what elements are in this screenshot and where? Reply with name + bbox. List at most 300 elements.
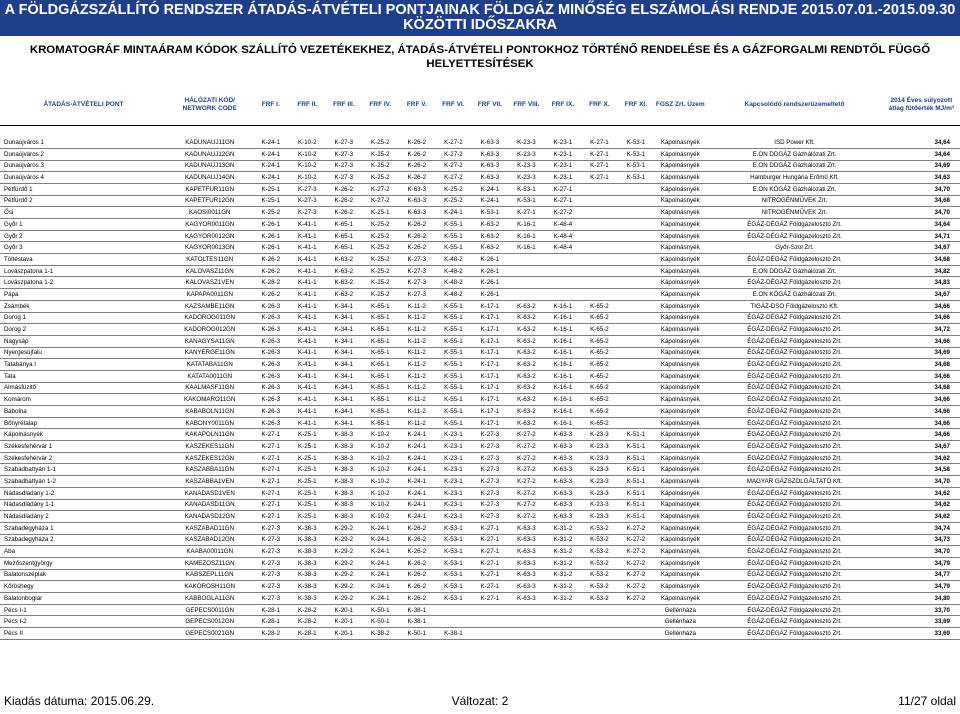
cell-heating-value: 34,62 bbox=[883, 499, 960, 511]
cell-network-code: KANAGYSA11GN bbox=[167, 335, 253, 347]
cell-frf-code bbox=[618, 324, 655, 336]
cell-frf-code: K-28-1 bbox=[253, 616, 290, 628]
cell-frf-code: K-34-1 bbox=[326, 335, 363, 347]
cell-frf-code: K-65-2 bbox=[581, 312, 618, 324]
cell-frf-code: K-10-2 bbox=[362, 476, 399, 488]
cell-frf-code: K-27-3 bbox=[399, 265, 436, 277]
cell-fgsz-plant: Kápolnásnyék bbox=[654, 335, 706, 347]
cell-frf-code: K-53-1 bbox=[618, 148, 655, 160]
cell-frf-code: K-63-3 bbox=[508, 534, 545, 546]
cell-frf-code: K-28-2 bbox=[253, 628, 290, 640]
cell-frf-code bbox=[508, 265, 545, 277]
cell-frf-code: K-63-3 bbox=[545, 487, 582, 499]
cell-frf-code: K-27-2 bbox=[508, 487, 545, 499]
table-row bbox=[0, 546, 960, 558]
cell-frf-code: K-65-1 bbox=[326, 230, 363, 242]
cell-frf-code: K-63-2 bbox=[508, 359, 545, 371]
cell-fgsz-plant: Kápolnásnyék bbox=[654, 499, 706, 511]
cell-system-operator: ÉGÁZ-DÉGÁZ Földgázelosztó Zrt. bbox=[706, 534, 882, 546]
cell-frf-code: K-27-3 bbox=[253, 581, 290, 593]
cell-heating-value: 34,67 bbox=[883, 289, 960, 301]
cell-frf-code: K-27-1 bbox=[253, 487, 290, 499]
cell-heating-value: 34,69 bbox=[883, 347, 960, 359]
cell-fgsz-plant: Kápolnásnyék bbox=[654, 160, 706, 172]
cell-network-code: KADOROG012GN bbox=[167, 324, 253, 336]
cell-frf-code: K-11-2 bbox=[399, 382, 436, 394]
cell-frf-code bbox=[581, 183, 618, 195]
cell-system-operator: ÉGÁZ-DÉGÁZ Földgázelosztó Zrt. bbox=[706, 230, 882, 242]
cell-frf-code: K-41-1 bbox=[289, 382, 326, 394]
cell-frf-code: K-11-2 bbox=[399, 312, 436, 324]
cell-fgsz-plant: Kápolnásnyék bbox=[654, 254, 706, 266]
cell-frf-code: K-25-2 bbox=[362, 160, 399, 172]
cell-frf-code bbox=[618, 265, 655, 277]
cell-point-name: Zsámbék bbox=[0, 300, 167, 312]
cell-system-operator: TIGÁZ-DSO Földgázelosztó Kft. bbox=[706, 300, 882, 312]
cell-frf-code: K-63-3 bbox=[545, 511, 582, 523]
cell-frf-code: K-26-1 bbox=[253, 219, 290, 231]
cell-frf-code: K-48-2 bbox=[435, 277, 472, 289]
cell-frf-code: K-16-1 bbox=[545, 394, 582, 406]
cell-frf-code: K-41-1 bbox=[289, 417, 326, 429]
cell-frf-code: K-51-1 bbox=[618, 464, 655, 476]
cell-frf-code: K-17-1 bbox=[472, 324, 509, 336]
cell-frf-code: K-26-3 bbox=[253, 312, 290, 324]
cell-frf-code: K-55-1 bbox=[435, 219, 472, 231]
cell-frf-code: K-16-1 bbox=[545, 347, 582, 359]
cell-frf-code: K-34-1 bbox=[326, 370, 363, 382]
cell-frf-code: K-10-2 bbox=[289, 172, 326, 184]
cell-frf-code: K-65-2 bbox=[581, 300, 618, 312]
cell-frf-code: K-10-2 bbox=[289, 160, 326, 172]
cell-frf-code: K-27-2 bbox=[508, 511, 545, 523]
cell-system-operator: Hamburger Hungária Erőmű Kft. bbox=[706, 172, 882, 184]
col-header-frf2: FRF II. bbox=[289, 85, 326, 125]
cell-frf-code: K-24-1 bbox=[399, 511, 436, 523]
cell-frf-code: K-24-1 bbox=[435, 207, 472, 219]
cell-frf-code bbox=[508, 628, 545, 640]
cell-system-operator: ÉGÁZ-DÉGÁZ Földgázelosztó Zrt. bbox=[706, 581, 882, 593]
cell-fgsz-plant: Kápolnásnyék bbox=[654, 487, 706, 499]
cell-frf-code: K-27-3 bbox=[472, 429, 509, 441]
table-row bbox=[0, 242, 960, 254]
cell-frf-code: K-53-1 bbox=[508, 183, 545, 195]
cell-frf-code bbox=[581, 265, 618, 277]
cell-frf-code: K-26-2 bbox=[399, 534, 436, 546]
cell-frf-code bbox=[581, 604, 618, 616]
cell-frf-code: K-27-3 bbox=[472, 476, 509, 488]
cell-frf-code: K-25-1 bbox=[253, 183, 290, 195]
cell-frf-code: K-41-1 bbox=[289, 277, 326, 289]
cell-frf-code: K-63-2 bbox=[508, 417, 545, 429]
cell-frf-code: K-24-1 bbox=[399, 452, 436, 464]
cell-frf-code: K-26-2 bbox=[326, 183, 363, 195]
cell-frf-code: K-17-1 bbox=[472, 370, 509, 382]
cell-frf-code: K-26-3 bbox=[253, 417, 290, 429]
table-row bbox=[0, 370, 960, 382]
cell-frf-code: K-65-2 bbox=[581, 347, 618, 359]
cell-heating-value: 34,64 bbox=[883, 148, 960, 160]
cell-fgsz-plant: Kápolnásnyék bbox=[654, 557, 706, 569]
cell-frf-code: K-16-1 bbox=[545, 406, 582, 418]
cell-system-operator: ÉGÁZ-DÉGÁZ Földgázelosztó Zrt. bbox=[706, 417, 882, 429]
cell-frf-code: K-63-3 bbox=[508, 557, 545, 569]
cell-frf-code: K-23-1 bbox=[435, 499, 472, 511]
cell-frf-code: K-29-2 bbox=[326, 569, 363, 581]
cell-frf-code: K-10-2 bbox=[362, 511, 399, 523]
cell-system-operator: Győr-Szol Zrt. bbox=[706, 242, 882, 254]
cell-frf-code: K-26-1 bbox=[472, 289, 509, 301]
cell-point-name: Dunaújváros 1 bbox=[0, 137, 167, 149]
cell-fgsz-plant: Kápolnásnyék bbox=[654, 219, 706, 231]
col-header-frf11: FRF XI. bbox=[618, 85, 655, 125]
cell-frf-code: K-10-2 bbox=[362, 452, 399, 464]
cell-frf-code: K-25-2 bbox=[362, 277, 399, 289]
cell-system-operator: ÉGÁZ-DÉGÁZ Földgázelosztó Zrt. bbox=[706, 324, 882, 336]
cell-frf-code: K-38-3 bbox=[326, 441, 363, 453]
table-row bbox=[0, 417, 960, 429]
cell-frf-code: K-53-1 bbox=[435, 593, 472, 605]
cell-frf-code bbox=[508, 604, 545, 616]
cell-frf-code: K-26-2 bbox=[399, 242, 436, 254]
cell-network-code: KASZABAD11GN bbox=[167, 522, 253, 534]
cell-network-code: KALOVASZ1VEN bbox=[167, 277, 253, 289]
cell-frf-code: K-55-1 bbox=[435, 406, 472, 418]
cell-frf-code: K-63-2 bbox=[508, 324, 545, 336]
cell-frf-code: K-63-3 bbox=[508, 569, 545, 581]
table-row bbox=[0, 148, 960, 160]
cell-system-operator: E.ON KÖGÁZ Gázhálózati Zrt. bbox=[706, 183, 882, 195]
cell-frf-code bbox=[581, 289, 618, 301]
cell-point-name: Pécs I-1 bbox=[0, 604, 167, 616]
cell-frf-code: K-53-1 bbox=[435, 557, 472, 569]
cell-frf-code: K-23-3 bbox=[508, 148, 545, 160]
col-header-system: Kapcsolódó rendszerüzemeltető bbox=[706, 85, 882, 125]
cell-frf-code: K-26-3 bbox=[253, 406, 290, 418]
cell-frf-code: K-17-1 bbox=[472, 394, 509, 406]
cell-frf-code: K-27-1 bbox=[545, 183, 582, 195]
cell-frf-code: K-63-3 bbox=[472, 148, 509, 160]
cell-frf-code: K-34-1 bbox=[326, 324, 363, 336]
cell-heating-value: 34,68 bbox=[883, 254, 960, 266]
cell-frf-code: K-51-1 bbox=[618, 476, 655, 488]
cell-frf-code: K-26-1 bbox=[253, 230, 290, 242]
cell-frf-code: K-53-2 bbox=[581, 581, 618, 593]
cell-frf-code bbox=[618, 417, 655, 429]
cell-frf-code: K-38-3 bbox=[289, 534, 326, 546]
cell-frf-code: K-11-2 bbox=[399, 347, 436, 359]
cell-frf-code: K-10-2 bbox=[289, 148, 326, 160]
cell-frf-code: K-27-3 bbox=[289, 183, 326, 195]
cell-frf-code: K-63-2 bbox=[508, 370, 545, 382]
table-row bbox=[0, 300, 960, 312]
cell-frf-code: K-38-3 bbox=[289, 593, 326, 605]
cell-heating-value: 34,70 bbox=[883, 183, 960, 195]
table-row bbox=[0, 230, 960, 242]
cell-network-code: KAKAPOLN11GN bbox=[167, 429, 253, 441]
cell-system-operator: ÉGÁZ-DÉGÁZ Földgázelosztó Zrt. bbox=[706, 487, 882, 499]
table-row bbox=[0, 335, 960, 347]
cell-fgsz-plant: Kápolnásnyék bbox=[654, 382, 706, 394]
cell-point-name: Dorog 1 bbox=[0, 312, 167, 324]
cell-frf-code: K-27-3 bbox=[253, 569, 290, 581]
col-header-fgsz: FGSZ Zrt. Üzem bbox=[654, 85, 706, 125]
cell-point-name: Tata bbox=[0, 370, 167, 382]
table-row bbox=[0, 406, 960, 418]
cell-frf-code: K-53-1 bbox=[435, 569, 472, 581]
cell-frf-code: K-53-1 bbox=[435, 522, 472, 534]
cell-frf-code: K-16-1 bbox=[545, 359, 582, 371]
table-row bbox=[0, 289, 960, 301]
cell-frf-code bbox=[545, 616, 582, 628]
cell-frf-code: K-27-3 bbox=[326, 148, 363, 160]
cell-heating-value: 33,69 bbox=[883, 628, 960, 640]
cell-network-code: KAPETFUR11GN bbox=[167, 183, 253, 195]
cell-frf-code: K-38-3 bbox=[289, 569, 326, 581]
cell-fgsz-plant: Kápolnásnyék bbox=[654, 195, 706, 207]
cell-frf-code bbox=[545, 265, 582, 277]
cell-frf-code: K-65-2 bbox=[581, 417, 618, 429]
cell-frf-code: K-25-2 bbox=[435, 183, 472, 195]
cell-point-name: Székesfehérvár 2 bbox=[0, 452, 167, 464]
cell-frf-code: K-26-2 bbox=[399, 522, 436, 534]
cell-frf-code: K-63-2 bbox=[472, 230, 509, 242]
cell-frf-code: K-23-1 bbox=[545, 172, 582, 184]
cell-frf-code: K-65-1 bbox=[362, 324, 399, 336]
cell-frf-code: K-53-2 bbox=[581, 557, 618, 569]
cell-frf-code: K-27-1 bbox=[253, 476, 290, 488]
cell-fgsz-plant: Kápolnásnyék bbox=[654, 207, 706, 219]
cell-system-operator: ÉGÁZ-DÉGÁZ Földgázelosztó Zrt. bbox=[706, 394, 882, 406]
cell-frf-code: K-51-1 bbox=[618, 429, 655, 441]
cell-frf-code: K-26-1 bbox=[472, 254, 509, 266]
cell-frf-code: K-27-1 bbox=[253, 511, 290, 523]
cell-frf-code bbox=[618, 242, 655, 254]
cell-heating-value: 34,68 bbox=[883, 359, 960, 371]
table-row bbox=[0, 359, 960, 371]
cell-frf-code: K-25-2 bbox=[362, 242, 399, 254]
cell-heating-value: 34,64 bbox=[883, 219, 960, 231]
cell-system-operator: ISD Power Kft. bbox=[706, 137, 882, 149]
cell-frf-code: K-27-1 bbox=[581, 137, 618, 149]
cell-fgsz-plant: Kápolnásnyék bbox=[654, 441, 706, 453]
cell-heating-value: 34,67 bbox=[883, 242, 960, 254]
col-header-frf5: FRF V. bbox=[399, 85, 436, 125]
cell-frf-code: K-48-2 bbox=[435, 254, 472, 266]
cell-frf-code: K-65-1 bbox=[326, 242, 363, 254]
cell-frf-code bbox=[545, 628, 582, 640]
cell-frf-code: K-34-1 bbox=[326, 312, 363, 324]
cell-frf-code: K-27-3 bbox=[399, 277, 436, 289]
cell-frf-code: K-29-2 bbox=[326, 581, 363, 593]
cell-frf-code bbox=[581, 242, 618, 254]
cell-frf-code: K-25-1 bbox=[289, 441, 326, 453]
cell-system-operator: ÉGÁZ-DÉGÁZ Földgázelosztó Zrt. bbox=[706, 406, 882, 418]
cell-frf-code: K-38-3 bbox=[326, 499, 363, 511]
cell-fgsz-plant: Kápolnásnyék bbox=[654, 148, 706, 160]
footer-issue-date: Kiadás dátuma: 2015.06.29. bbox=[4, 694, 155, 708]
cell-system-operator: ÉGÁZ-DÉGÁZ Földgázelosztó Zrt. bbox=[706, 312, 882, 324]
subtitle-line1: KROMATOGRÁF MINTAÁRAM KÓDOK SZÁLLÍTÓ VEZETÉKEKHEZ, ÁTADÁS-ÁTVÉTELI PONTOKHOZ TÖRTÉNŐ RENDELÉSE ÉS A GÁZFORGALMI RENDTŐL FÜGGŐ bbox=[29, 44, 931, 56]
cell-network-code: KABSZEPL11GN bbox=[167, 569, 253, 581]
cell-frf-code: K-25-2 bbox=[362, 219, 399, 231]
cell-frf-code: K-27-2 bbox=[508, 429, 545, 441]
cell-system-operator: ÉGÁZ-DÉGÁZ Földgázelosztó Zrt. bbox=[706, 616, 882, 628]
cell-frf-code: K-23-3 bbox=[581, 499, 618, 511]
cell-system-operator: ÉGÁZ-DÉGÁZ Földgázelosztó Zrt. bbox=[706, 499, 882, 511]
cell-frf-code: K-41-1 bbox=[289, 359, 326, 371]
cell-frf-code: K-23-3 bbox=[581, 441, 618, 453]
cell-point-name: Lovászpatona 1-1 bbox=[0, 265, 167, 277]
cell-frf-code bbox=[618, 370, 655, 382]
cell-fgsz-plant: Kápolnásnyék bbox=[654, 476, 706, 488]
table-row bbox=[0, 265, 960, 277]
cell-frf-code: K-38-3 bbox=[289, 557, 326, 569]
cell-frf-code: K-41-1 bbox=[289, 230, 326, 242]
table-row bbox=[0, 511, 960, 523]
cell-system-operator: ÉGÁZ-DÉGÁZ Földgázelosztó Zrt. bbox=[706, 569, 882, 581]
cell-heating-value: 34,68 bbox=[883, 382, 960, 394]
cell-frf-code: K-55-1 bbox=[435, 347, 472, 359]
cell-frf-code: K-23-1 bbox=[435, 487, 472, 499]
cell-frf-code bbox=[618, 616, 655, 628]
cell-fgsz-plant: Kápolnásnyék bbox=[654, 183, 706, 195]
cell-frf-code: K-26-2 bbox=[253, 265, 290, 277]
cell-frf-code: K-28-2 bbox=[289, 616, 326, 628]
cell-frf-code: K-27-3 bbox=[253, 557, 290, 569]
cell-heating-value: 34,77 bbox=[883, 569, 960, 581]
cell-heating-value: 34,67 bbox=[883, 441, 960, 453]
cell-system-operator: ÉGÁZ-DÉGÁZ Földgázelosztó Zrt. bbox=[706, 593, 882, 605]
cell-frf-code: K-34-1 bbox=[326, 417, 363, 429]
cell-frf-code bbox=[581, 616, 618, 628]
cell-frf-code: K-65-1 bbox=[362, 406, 399, 418]
cell-system-operator: ÉGÁZ-DÉGÁZ Földgázelosztó Zrt. bbox=[706, 441, 882, 453]
table-row bbox=[0, 195, 960, 207]
cell-frf-code: K-50-1 bbox=[399, 628, 436, 640]
cell-frf-code: K-27-2 bbox=[508, 476, 545, 488]
cell-fgsz-plant: Kápolnásnyék bbox=[654, 593, 706, 605]
cell-frf-code: K-53-1 bbox=[618, 160, 655, 172]
cell-heating-value: 34,83 bbox=[883, 277, 960, 289]
cell-frf-code: K-27-3 bbox=[326, 172, 363, 184]
cell-frf-code: K-27-1 bbox=[472, 593, 509, 605]
cell-network-code: KAGYOR0013GN bbox=[167, 242, 253, 254]
cell-frf-code: K-63-3 bbox=[399, 195, 436, 207]
cell-frf-code: K-38-3 bbox=[326, 429, 363, 441]
cell-frf-code bbox=[545, 289, 582, 301]
table-row bbox=[0, 628, 960, 640]
cell-frf-code bbox=[618, 300, 655, 312]
cell-frf-code: K-65-1 bbox=[362, 394, 399, 406]
cell-network-code: KATATA0011GN bbox=[167, 370, 253, 382]
cell-frf-code: K-34-1 bbox=[326, 382, 363, 394]
cell-system-operator: ÉGÁZ-DÉGÁZ Földgázelosztó Zrt. bbox=[706, 511, 882, 523]
cell-frf-code: K-27-2 bbox=[618, 593, 655, 605]
cell-frf-code: K-65-1 bbox=[326, 219, 363, 231]
cell-network-code: KASZEKES11GN bbox=[167, 441, 253, 453]
cell-frf-code: K-23-1 bbox=[435, 429, 472, 441]
cell-frf-code: K-41-1 bbox=[289, 265, 326, 277]
quality-table bbox=[0, 85, 960, 640]
cell-frf-code: K-16-1 bbox=[545, 300, 582, 312]
cell-network-code: KATATABA11GN bbox=[167, 359, 253, 371]
table-row bbox=[0, 604, 960, 616]
cell-heating-value: 34,66 bbox=[883, 429, 960, 441]
cell-frf-code: K-31-2 bbox=[545, 581, 582, 593]
table-row bbox=[0, 347, 960, 359]
cell-frf-code: K-26-2 bbox=[253, 289, 290, 301]
cell-frf-code: K-63-3 bbox=[508, 546, 545, 558]
cell-frf-code: K-27-1 bbox=[472, 569, 509, 581]
cell-frf-code: K-24-1 bbox=[399, 429, 436, 441]
cell-system-operator: E.ON DDGÁZ Gázhálózati Zrt. bbox=[706, 265, 882, 277]
cell-frf-code: K-27-2 bbox=[618, 522, 655, 534]
table-row bbox=[0, 160, 960, 172]
cell-system-operator: ÉGÁZ-DÉGÁZ Földgázelosztó Zrt. bbox=[706, 429, 882, 441]
cell-heating-value: 34,66 bbox=[883, 417, 960, 429]
cell-frf-code: K-27-2 bbox=[435, 137, 472, 149]
cell-point-name: Nádasdladány 2 bbox=[0, 511, 167, 523]
cell-frf-code: K-27-1 bbox=[253, 464, 290, 476]
cell-frf-code: K-41-1 bbox=[289, 324, 326, 336]
cell-frf-code: K-48-4 bbox=[545, 242, 582, 254]
cell-frf-code: K-11-2 bbox=[399, 394, 436, 406]
cell-system-operator: NITROGÉNMŰVEK Zrt. bbox=[706, 195, 882, 207]
cell-fgsz-plant: Kápolnásnyék bbox=[654, 300, 706, 312]
cell-fgsz-plant: Kápolnásnyék bbox=[654, 359, 706, 371]
cell-frf-code: K-27-2 bbox=[508, 441, 545, 453]
cell-heating-value: 34,63 bbox=[883, 172, 960, 184]
cell-heating-value: 33,70 bbox=[883, 604, 960, 616]
cell-frf-code bbox=[545, 277, 582, 289]
cell-frf-code: K-63-3 bbox=[472, 160, 509, 172]
cell-frf-code: K-38-1 bbox=[399, 604, 436, 616]
cell-frf-code: K-53-1 bbox=[435, 546, 472, 558]
cell-frf-code: K-26-1 bbox=[253, 242, 290, 254]
cell-heating-value: 34,62 bbox=[883, 452, 960, 464]
cell-fgsz-plant: Kápolnásnyék bbox=[654, 312, 706, 324]
cell-frf-code: K-23-3 bbox=[581, 429, 618, 441]
cell-frf-code: K-29-2 bbox=[326, 534, 363, 546]
cell-frf-code: K-27-2 bbox=[618, 557, 655, 569]
cell-frf-code: K-41-1 bbox=[289, 289, 326, 301]
cell-frf-code bbox=[618, 359, 655, 371]
cell-frf-code: K-25-2 bbox=[253, 207, 290, 219]
table-header-row bbox=[0, 85, 960, 125]
cell-frf-code: K-27-1 bbox=[581, 172, 618, 184]
col-header-frf4: FRF IV. bbox=[362, 85, 399, 125]
cell-point-name: Lovászpatona 1-2 bbox=[0, 277, 167, 289]
cell-frf-code: K-53-1 bbox=[618, 137, 655, 149]
cell-system-operator: ÉGÁZ-DÉGÁZ Földgázelosztó Zrt. bbox=[706, 335, 882, 347]
cell-network-code: GEPECS0021GN bbox=[167, 628, 253, 640]
cell-frf-code: K-38-3 bbox=[326, 464, 363, 476]
cell-frf-code: K-55-1 bbox=[435, 324, 472, 336]
cell-frf-code: K-25-1 bbox=[289, 429, 326, 441]
cell-point-name: Dunaújváros 2 bbox=[0, 148, 167, 160]
cell-heating-value: 34,58 bbox=[883, 464, 960, 476]
cell-frf-code: K-41-1 bbox=[289, 335, 326, 347]
cell-frf-code: K-24-1 bbox=[362, 546, 399, 558]
col-header-frf9: FRF IX. bbox=[545, 85, 582, 125]
cell-frf-code: K-27-1 bbox=[472, 522, 509, 534]
cell-frf-code bbox=[581, 230, 618, 242]
cell-frf-code: K-24-1 bbox=[362, 581, 399, 593]
cell-frf-code: K-17-1 bbox=[472, 347, 509, 359]
footer-page-number: 11/27 oldal bbox=[898, 694, 956, 708]
cell-heating-value: 34,66 bbox=[883, 312, 960, 324]
